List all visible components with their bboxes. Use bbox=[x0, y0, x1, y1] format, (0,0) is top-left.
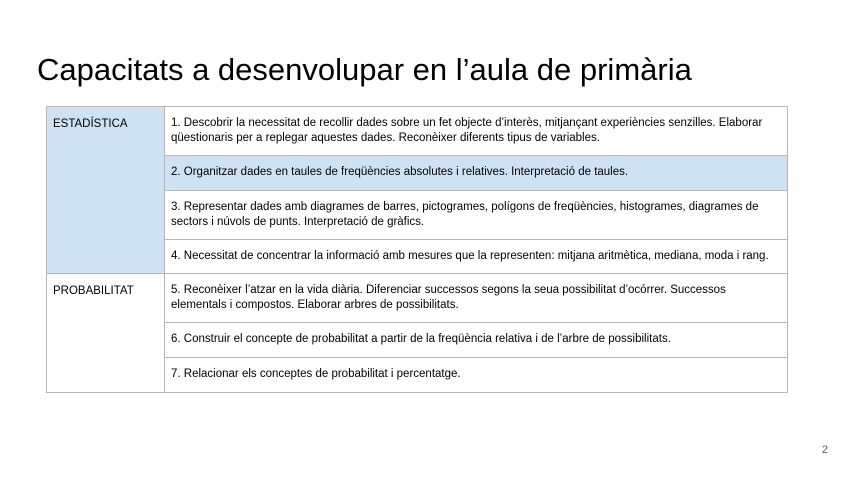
capacity-item-5: 5. Reconèixer l’atzar en la vida diària. Diferenciar successos segons la seua possibilitat d’ocórrer. Successos elementals i compostos. Elaborar arbres de possibilitats. bbox=[165, 274, 788, 323]
capacity-item-6: 6. Construir el concepte de probabilitat a partir de la freqüència relativa i de l’arbre de possibilitats. bbox=[165, 323, 788, 358]
table-row bbox=[47, 107, 788, 156]
capacity-item-2: 2. Organitzar dades en taules de freqüències absolutes i relatives. Interpretació de taules. bbox=[165, 156, 788, 191]
capacity-item-3: 3. Representar dades amb diagrames de barres, pictogrames, polígons de freqüències, histogrames, diagrames de sectors i núvols de punts. Interpretació de gràfics. bbox=[165, 191, 788, 240]
table-row bbox=[47, 274, 788, 323]
capacity-item-1: 1. Descobrir la necessitat de recollir dades sobre un fet objecte d’interès, mitjançant experiències senzilles. Elaborar qüestionaris per a replegar aquestes dades. Reconèixer diferents tipus de variables. bbox=[165, 107, 788, 156]
capacities-table bbox=[46, 106, 788, 393]
capacity-item-4: 4. Necessitat de concentrar la informació amb mesures que la representen: mitjana aritmètica, mediana, moda i rang. bbox=[165, 240, 788, 274]
slide-title: Capacitats a desenvolupar en l’aula de primària bbox=[37, 52, 692, 87]
category-cell-probabilitat: PROBABILITAT bbox=[47, 274, 165, 393]
capacity-item-7: 7. Relacionar els conceptes de probabilitat i percentatge. bbox=[165, 358, 788, 393]
category-cell-estadistica: ESTADÍSTICA bbox=[47, 107, 165, 274]
page-number: 2 bbox=[821, 444, 828, 456]
